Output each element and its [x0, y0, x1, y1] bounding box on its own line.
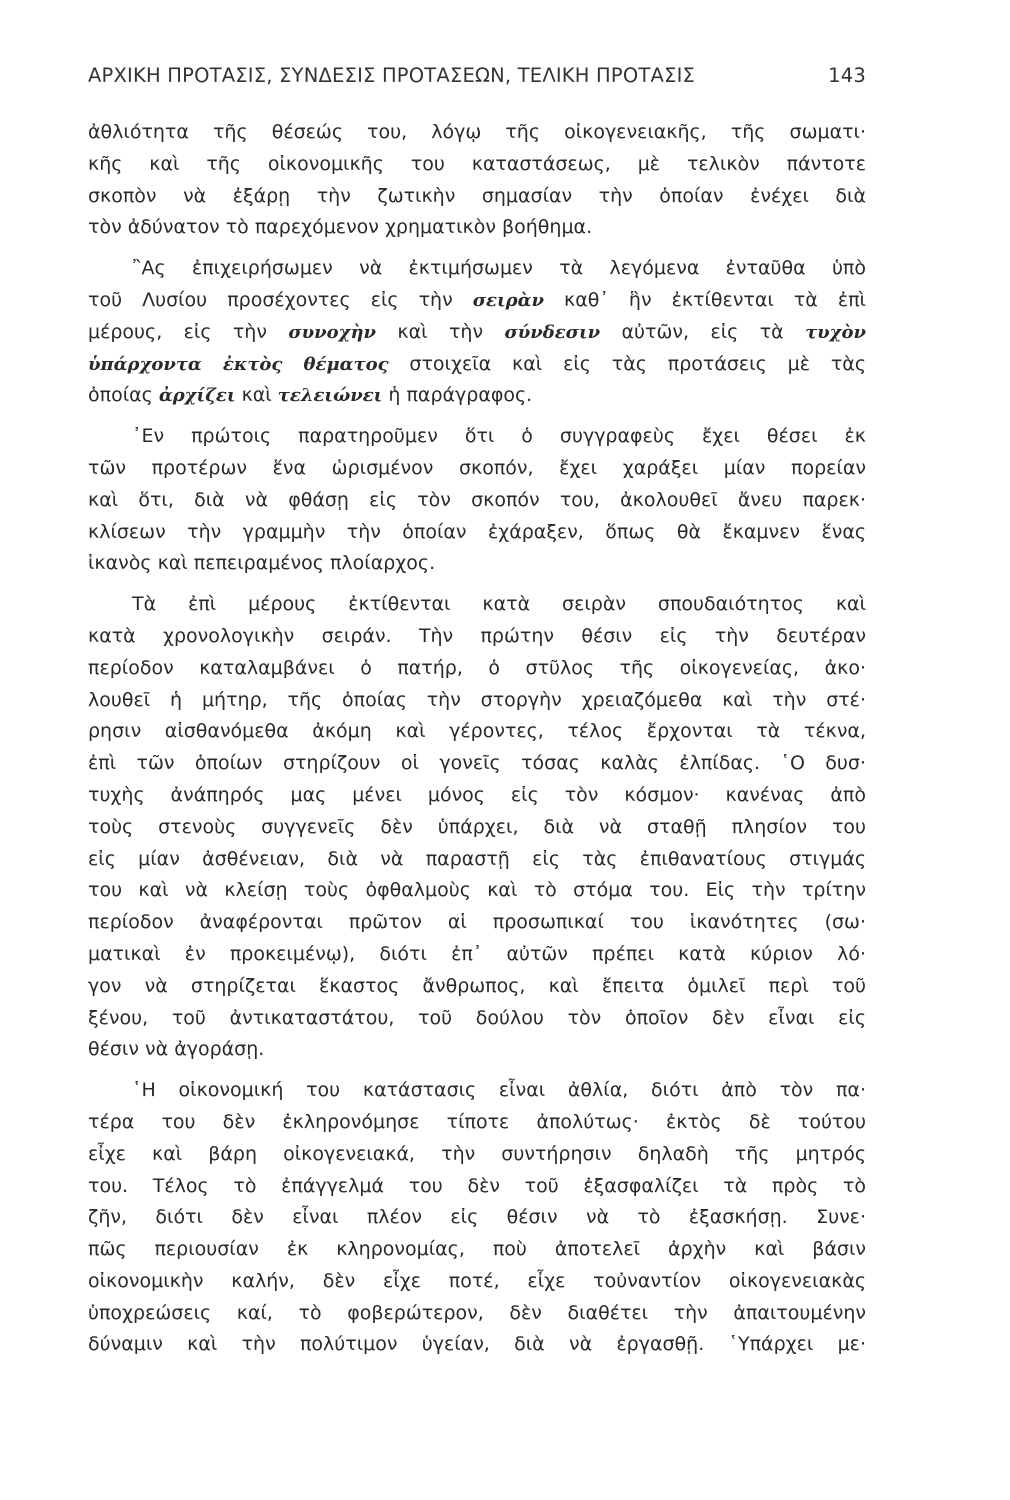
text-segment: ἱκανὸς καὶ πεπειραμένος πλοίαρχος. — [88, 552, 436, 575]
text-line — [88, 621, 866, 653]
text-line — [88, 1329, 866, 1361]
text-line — [88, 1171, 866, 1203]
text-segment: ῍Ας ἐπιχειρήσωμεν νὰ ἐκτιμήσωμεν τὰ λεγόμενα ἐνταῦθα ὑπὸ — [132, 257, 866, 280]
text-segment: κῆς καὶ τῆς οἰκονομικῆς του καταστάσεως, μὲ τελικὸν πάντοτε — [88, 152, 866, 175]
text-line — [88, 780, 866, 812]
text-line — [88, 1266, 866, 1298]
text-segment: κλίσεων τὴν γραμμὴν τὴν ὁποίαν ἐχάραξεν, ὅπως θὰ ἔκαμνεν ἕνας — [88, 520, 866, 543]
paragraph — [88, 421, 866, 580]
paragraph — [88, 589, 866, 1066]
page-body — [88, 117, 866, 1370]
text-segment: θέσιν νὰ ἀγοράσῃ. — [88, 1038, 265, 1061]
text-line — [88, 117, 866, 149]
text-segment: εἶχε καὶ βάρη οἰκογενειακά, τὴν συντήρησιν δηλαδὴ τῆς μητρός — [88, 1142, 866, 1165]
text-line — [88, 1003, 866, 1035]
emphasized-text: σύνδεσιν — [504, 321, 601, 343]
text-line — [88, 212, 866, 244]
text-segment: καὶ ὅτι, διὰ νὰ φθάσῃ εἰς τὸν σκοπόν του, ἀκολουθεῖ ἄνευ παρεκ· — [88, 488, 866, 511]
text-line — [88, 1234, 866, 1266]
text-line — [88, 1139, 866, 1171]
text-segment: οἰκονομικὴν καλήν, δὲν εἶχε ποτέ, εἶχε τοὐναντίον οἰκογενειακὰς — [88, 1269, 866, 1292]
text-line — [88, 748, 866, 780]
text-segment: σκοπὸν νὰ ἐξάρῃ τὴν ζωτικὴν σημασίαν τὴν ὁποίαν ἐνέχει διὰ — [88, 184, 866, 207]
text-line — [88, 1034, 866, 1066]
text-segment: περίοδον καταλαμβάνει ὁ πατήρ, ὁ στῦλος τῆς οἰκογενείας, ἀκο· — [88, 656, 866, 679]
text-line — [88, 939, 866, 971]
text-segment: ἡ παράγραφος. — [382, 384, 533, 407]
text-line — [88, 485, 866, 517]
text-line — [88, 285, 866, 317]
text-line — [88, 907, 866, 939]
text-line — [88, 349, 866, 381]
emphasized-text: τυχὸν — [805, 321, 866, 343]
text-line — [88, 685, 866, 717]
text-segment: ὁποίας — [88, 384, 159, 407]
text-segment: ῾Η οἰκονομική του κατάστασις εἶναι ἀθλία, διότι ἀπὸ τὸν πα· — [132, 1079, 866, 1102]
text-line — [88, 1298, 866, 1330]
text-segment: καθ᾽ ἣν ἐκτίθενται τὰ ἐπὶ — [544, 288, 866, 311]
text-line — [88, 812, 866, 844]
text-line — [88, 380, 866, 412]
text-segment: τῶν προτέρων ἕνα ὡρισμένον σκοπόν, ἔχει χαράξει μίαν πορείαν — [88, 456, 866, 479]
text-line — [88, 253, 866, 285]
text-segment: καὶ — [235, 384, 278, 407]
text-segment: ᾿Εν πρώτοις παρατηροῦμεν ὅτι ὁ συγγραφεὺς ἔχει θέσει ἐκ — [132, 425, 866, 448]
text-segment: κατὰ χρονολογικὴν σειράν. Τὴν πρώτην θέσιν εἰς τὴν δευτέραν — [88, 624, 866, 647]
text-segment: του καὶ νὰ κλείσῃ τοὺς ὀφθαλμοὺς καὶ τὸ στόμα του. Εἰς τὴν τρίτην — [88, 879, 866, 902]
text-segment: περίοδον ἀναφέρονται πρῶτον αἱ προσωπικαί του ἱκανότητες (σω· — [88, 911, 866, 934]
emphasized-text: σειρὰν — [472, 289, 544, 311]
text-segment: ἀθλιότητα τῆς θέσεώς του, λόγῳ τῆς οἰκογενειακῆς, τῆς σωματι· — [88, 121, 866, 143]
text-segment: αὐτῶν, εἰς τὰ — [600, 320, 806, 343]
text-line — [88, 971, 866, 1003]
text-line — [88, 421, 866, 453]
text-line — [88, 517, 866, 549]
text-segment: τοῦ Λυσίου προσέχοντες εἰς τὴν — [88, 288, 473, 311]
text-line — [88, 1202, 866, 1234]
paragraph — [88, 1075, 866, 1361]
text-line — [88, 844, 866, 876]
text-segment: του. Τέλος τὸ ἐπάγγελμά του δὲν τοῦ ἐξασφαλίζει τὰ πρὸς τὸ — [88, 1174, 866, 1197]
text-segment: δύναμιν καὶ τὴν πολύτιμον ὑγείαν, διὰ νὰ ἐργασθῇ. ῾Υπάρχει με· — [88, 1333, 866, 1356]
paragraph — [88, 117, 866, 244]
text-segment: Τὰ ἐπὶ μέρους ἐκτίθενται κατὰ σειρὰν σπουδαιότητος καὶ — [132, 593, 866, 616]
emphasized-text: ἀρχίζει — [158, 385, 236, 407]
text-segment: πῶς περιουσίαν ἐκ κληρονομίας, ποὺ ἀποτελεῖ ἀρχὴν καὶ βάσιν — [88, 1238, 866, 1261]
text-segment: τὸν ἀδύνατον τὸ παρεχόμενον χρηματικὸν βοήθημα. — [88, 216, 593, 239]
paragraph — [88, 253, 866, 412]
text-segment: καὶ τὴν — [376, 320, 505, 343]
text-line — [88, 181, 866, 213]
text-segment: εἰς μίαν ἀσθένειαν, διὰ νὰ παραστῇ εἰς τὰς ἐπιθανατίους στιγμάς — [88, 847, 866, 870]
running-header — [88, 64, 866, 87]
text-segment: λουθεῖ ἡ μήτηρ, τῆς ὁποίας τὴν στοργὴν χρειαζόμεθα καὶ τὴν στέ· — [88, 688, 866, 711]
text-line — [88, 453, 866, 485]
text-line — [88, 1075, 866, 1107]
text-segment: γον νὰ στηρίζεται ἕκαστος ἄνθρωπος, καὶ ἔπειτα ὁμιλεῖ περὶ τοῦ — [88, 974, 866, 997]
text-segment: τοὺς στενοὺς συγγενεῖς δὲν ὑπάρχει, διὰ νὰ σταθῇ πλησίον του — [88, 815, 866, 838]
page-number: 143 — [828, 64, 866, 87]
text-segment: ρησιν αἰσθανόμεθα ἀκόμη καὶ γέροντες, τέλος ἔρχονται τὰ τέκνα, — [88, 720, 866, 743]
text-line — [88, 589, 866, 621]
text-segment: ὑποχρεώσεις καί, τὸ φοβερώτερον, δὲν διαθέτει τὴν ἀπαιτουμένην — [88, 1301, 866, 1324]
text-segment: ματικαὶ ἐν προκειμένῳ), διότι ἐπ᾽ αὐτῶν πρέπει κατὰ κύριον λό· — [88, 942, 866, 965]
text-line — [88, 548, 866, 580]
text-segment: τυχὴς ἀνάπηρός μας μένει μόνος εἰς τὸν κόσμον· κανένας ἀπὸ — [88, 783, 866, 806]
emphasized-text: τελειώνει — [277, 385, 383, 407]
text-segment: ξένου, τοῦ ἀντικαταστάτου, τοῦ δούλου τὸν ὁποῖον δὲν εἶναι εἰς — [88, 1006, 866, 1029]
text-line — [88, 653, 866, 685]
text-line — [88, 875, 866, 907]
text-segment: ἐπὶ τῶν ὁποίων στηρίζουν οἱ γονεῖς τόσας καλὰς ἐλπίδας. ῾Ο δυσ· — [88, 752, 866, 775]
text-segment: μέρους, εἰς τὴν — [88, 320, 289, 343]
text-segment: ζῆν, διότι δὲν εἶναι πλέον εἰς θέσιν νὰ τὸ ἐξασκήσῃ. Συνε· — [88, 1206, 866, 1229]
text-line — [88, 716, 866, 748]
emphasized-text: ὑπάρχοντα ἐκτὸς θέματος — [88, 353, 389, 375]
text-line — [88, 1107, 866, 1139]
text-line — [88, 149, 866, 181]
text-line — [88, 317, 866, 349]
header-title: ΑΡΧΙΚΗ ΠΡΟΤΑΣΙΣ, ΣΥΝΔΕΣΙΣ ΠΡΟΤΑΣΕΩΝ, ΤΕΛΙΚΗ ΠΡΟΤΑΣΙΣ — [88, 64, 696, 87]
text-segment: τέρα του δὲν ἐκληρονόμησε τίποτε ἀπολύτως· ἐκτὸς δὲ τούτου — [88, 1110, 866, 1133]
text-segment: στοιχεῖα καὶ εἰς τὰς προτάσεις μὲ τὰς — [388, 352, 866, 375]
emphasized-text: συνοχὴν — [288, 321, 377, 343]
